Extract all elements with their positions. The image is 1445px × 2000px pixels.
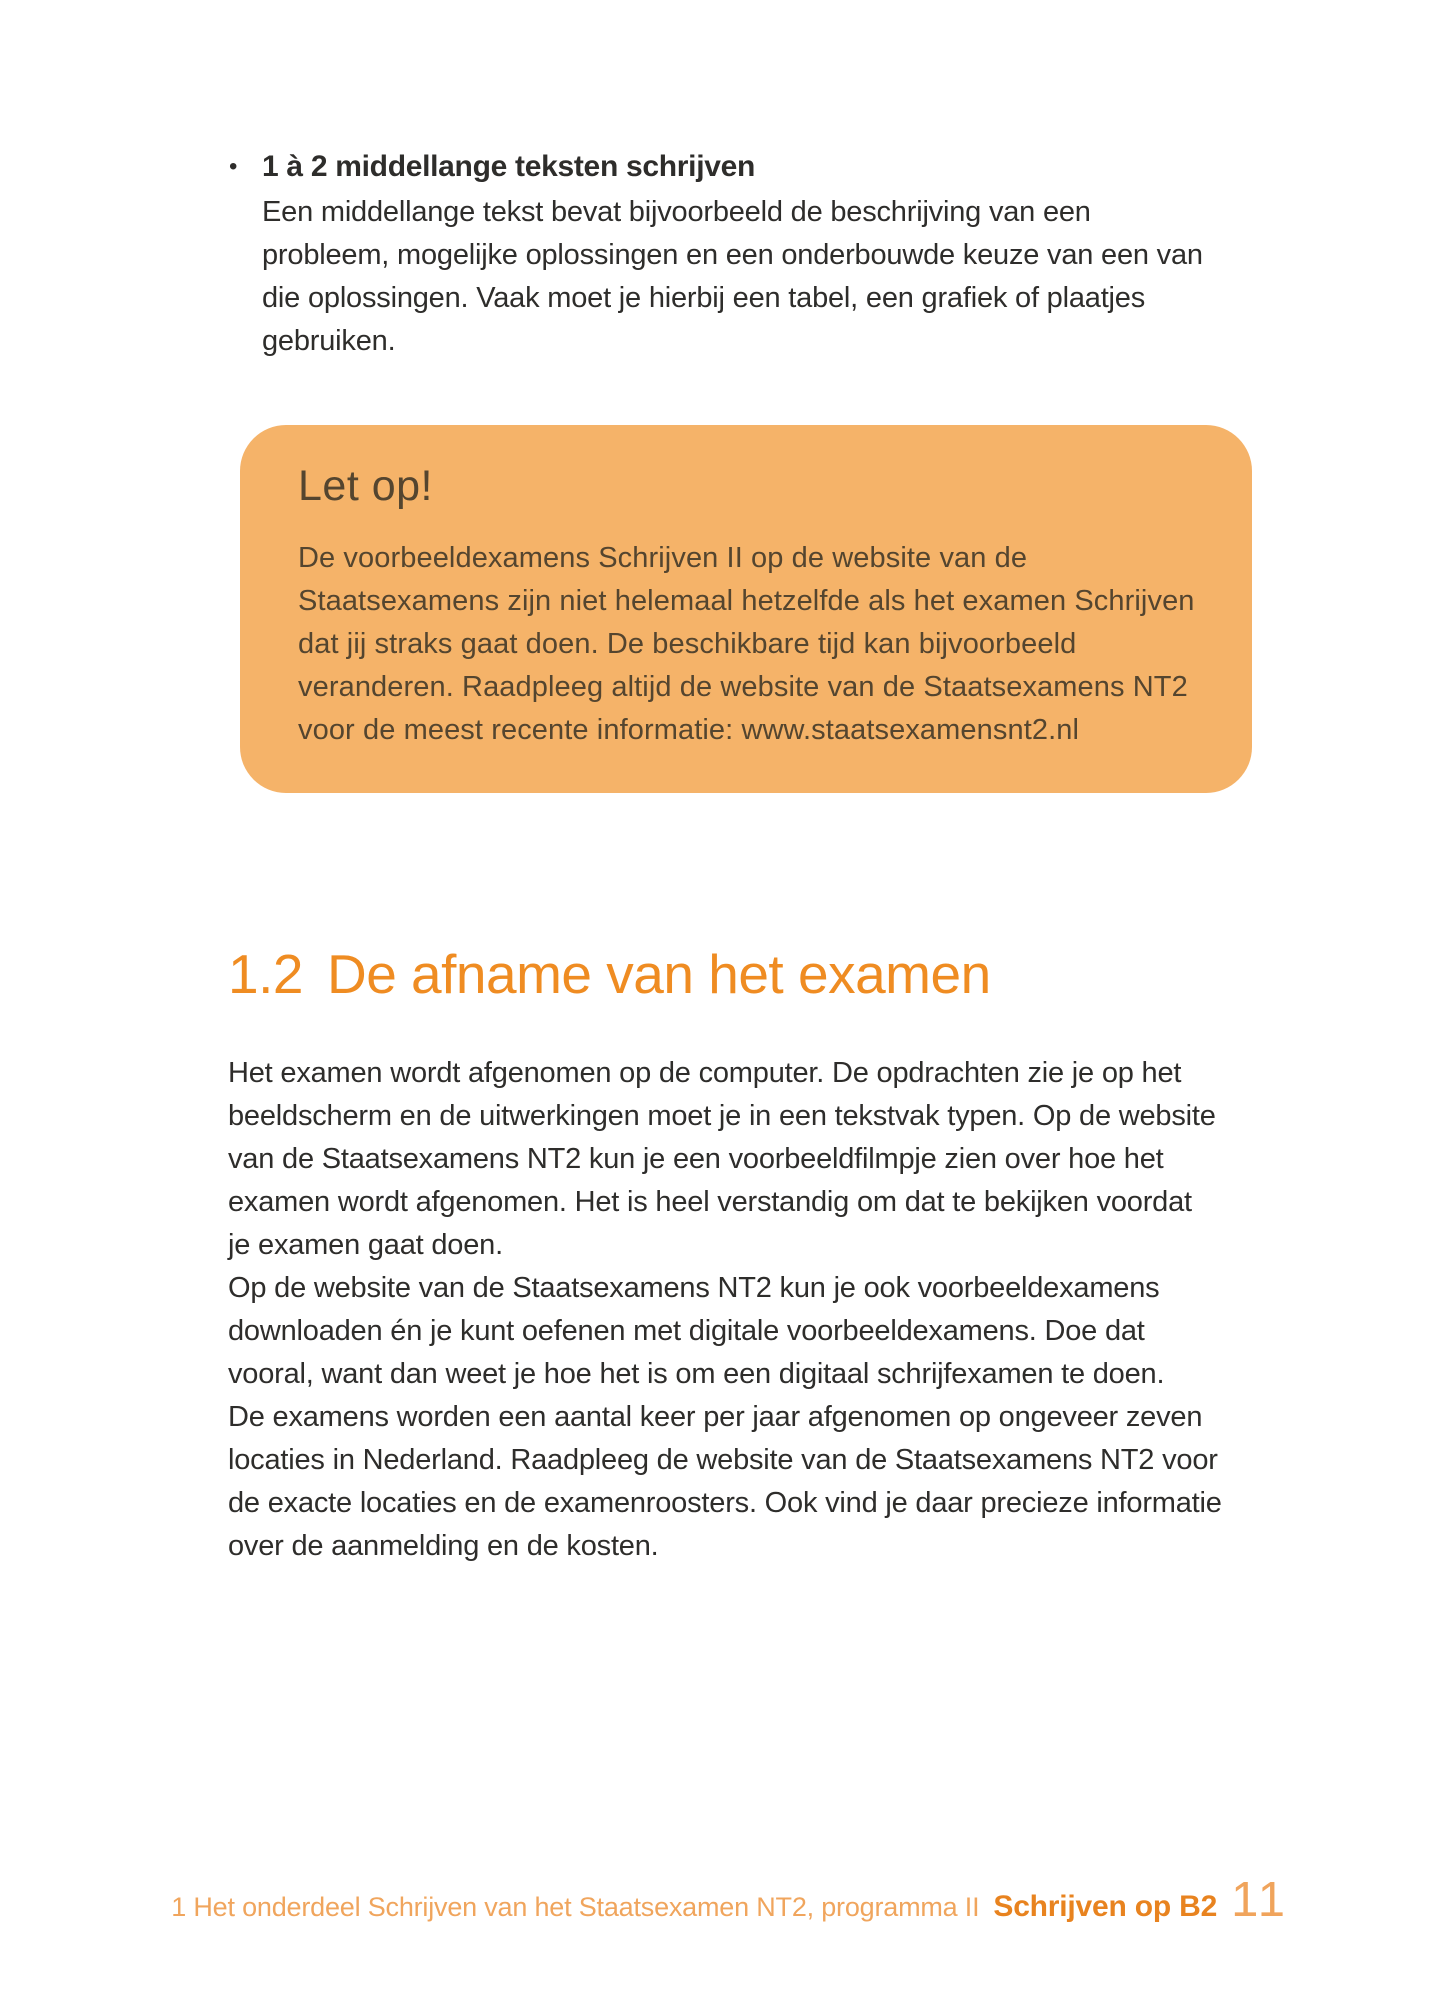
bullet-item-title: 1 à 2 middellange teksten schrijven <box>262 150 756 183</box>
paragraph-line: vooral, want dan weet je hoe het is om een digitaal schrijfexamen te doen. <box>228 1358 1165 1390</box>
callout-body-line: dat jij straks gaat doen. De beschikbare tijd kan bijvoorbeeld <box>298 628 1077 660</box>
paragraph-line: de exacte locaties en de examenroosters. Ook vind je daar precieze informatie <box>228 1487 1222 1519</box>
callout-body-line: veranderen. Raadpleeg altijd de website van de Staatsexamens NT2 <box>298 671 1188 703</box>
callout-body <box>298 537 1195 752</box>
paragraph-line: locaties in Nederland. Raadpleeg de website van de Staatsexamens NT2 voor <box>228 1444 1218 1476</box>
page-footer <box>171 1872 1288 1928</box>
section-title: De afname van het examen <box>326 943 991 1005</box>
bullet-item-body <box>262 191 1203 363</box>
callout-body-line: De voorbeeldexamens Schrijven II op de website van de <box>298 542 1028 574</box>
callout-title: Let op! <box>298 462 433 510</box>
bullet-item <box>229 147 1203 363</box>
bullet-body-line: die oplossingen. Vaak moet je hierbij een tabel, een grafiek of plaatjes <box>262 282 1146 314</box>
paragraph-line: je examen gaat doen. <box>228 1229 503 1261</box>
bullet-body-line: Een middellange tekst bevat bijvoorbeeld de beschrijving van een <box>262 196 1091 228</box>
footer-chapter-title: 1 Het onderdeel Schrijven van het Staatsexamen NT2, programma II <box>171 1892 980 1922</box>
bullet-marker-icon: • <box>229 153 238 180</box>
paragraph-line: downloaden én je kunt oefenen met digitale voorbeeldexamens. Doe dat <box>228 1315 1145 1347</box>
paragraph-line: Op de website van de Staatsexamens NT2 kun je ook voorbeeldexamens <box>228 1272 1160 1304</box>
footer-book-title: Schrijven op B2 <box>993 1890 1218 1923</box>
bullet-body-line: probleem, mogelijke oplossingen en een onderbouwde keuze van een van <box>262 239 1203 271</box>
paragraph-line: De examens worden een aantal keer per jaar afgenomen op ongeveer zeven <box>228 1401 1203 1433</box>
paragraph-line: van de Staatsexamens NT2 kun je een voorbeeldfilmpje zien over hoe het <box>228 1143 1164 1175</box>
footer-page-number: 11 <box>1231 1873 1288 1927</box>
section-heading <box>228 942 991 1006</box>
paragraph-line: examen wordt afgenomen. Het is heel verstandig om dat te bekijken voordat <box>228 1186 1192 1218</box>
section-number: 1.2 <box>228 943 303 1005</box>
paragraph-line: over de aanmelding en de kosten. <box>228 1530 659 1562</box>
bullet-title-row <box>229 147 1203 187</box>
paragraph-line: Het examen wordt afgenomen op de computer. De opdrachten zie je op het <box>228 1057 1182 1089</box>
callout-body-line-with-url: voor de meest recente informatie: www.staatsexamensnt2.nl <box>298 714 1080 746</box>
main-paragraph <box>228 1052 1222 1568</box>
bullet-body-line: gebruiken. <box>262 325 396 357</box>
paragraph-line: beeldscherm en de uitwerkingen moet je in een tekstvak typen. Op de website <box>228 1100 1216 1132</box>
attention-callout-box <box>240 425 1252 793</box>
callout-body-line: Staatsexamens zijn niet helemaal hetzelfde als het examen Schrijven <box>298 585 1195 617</box>
